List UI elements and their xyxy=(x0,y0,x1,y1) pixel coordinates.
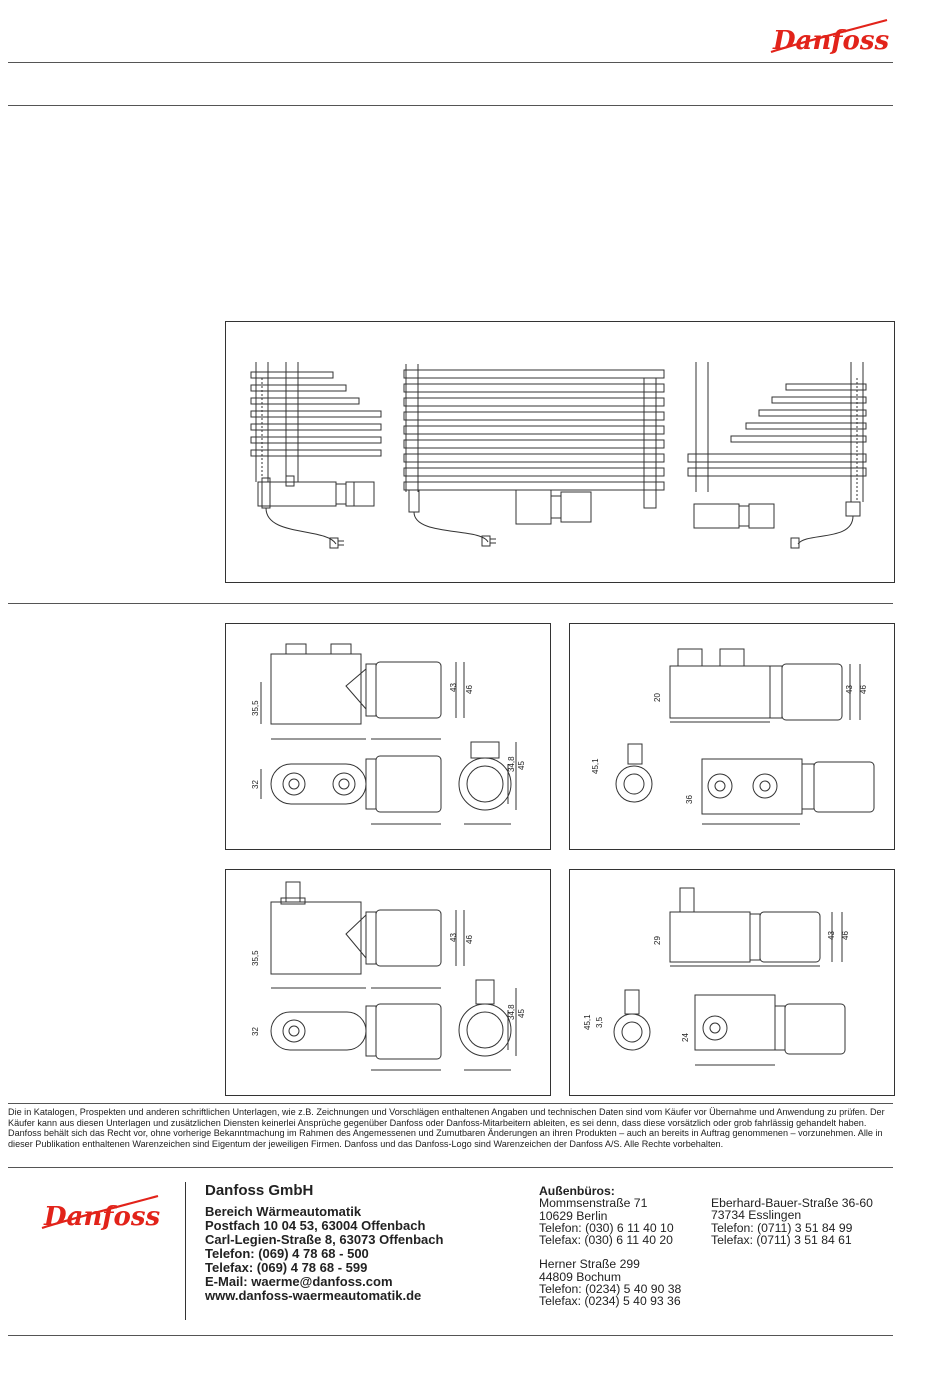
company-postbox: Postfach 10 04 53, 63004 Offenbach xyxy=(205,1218,426,1233)
footer-divider xyxy=(185,1182,186,1320)
label-43: 43 xyxy=(845,685,854,694)
company-department: Bereich Wärmeautomatik xyxy=(205,1204,362,1219)
offices-column-1 xyxy=(539,1185,704,1308)
label-43: 43 xyxy=(449,683,458,692)
label-35-5: 35,5 xyxy=(251,700,260,716)
label-34-8: 34,8 xyxy=(507,756,516,772)
dimension-drawing-4 xyxy=(569,869,895,1096)
label-29: 29 xyxy=(653,936,662,945)
header-rule-1 xyxy=(8,62,893,63)
office-esslingen-fax: Telefax: (0711) 3 51 84 61 xyxy=(711,1232,852,1247)
label-46: 46 xyxy=(465,935,474,944)
label-46: 46 xyxy=(859,685,868,694)
installation-illustration xyxy=(225,321,895,583)
label-36: 36 xyxy=(685,795,694,804)
label-43: 43 xyxy=(827,931,836,940)
label-45-1: 45,1 xyxy=(591,758,600,774)
office-bochum-street: Herner Straße 299 xyxy=(539,1257,640,1272)
office-bochum-phone: Telefon: (0234) 5 40 90 38 xyxy=(539,1282,682,1297)
label-46: 46 xyxy=(465,685,474,694)
disclaimer-rule-top xyxy=(8,1103,893,1104)
offices-heading: Außenbüros: xyxy=(539,1184,615,1198)
radiator-drawings xyxy=(226,322,894,582)
legal-disclaimer: Die in Katalogen, Prospekten und anderen schriftlichen Unterlagen, wie z.B. Zeichnungen und Vorschlägen enthaltenen Angaben und technischen Daten sind vom Käufer vor Übernahme und Anwendung zu prüfen. Der Käufer kann aus diesen Unterlagen und zusätzlichen Diensten keinerlei Ansprüche gegenüber Danfoss oder Danfoss-Mitarbeitern ableiten, es sei denn, dass diese vorsätzlich oder grob fahrlässig gehandelt haben. Danfoss behält sich das Recht vor, ohne vorherige Bekanntmachung im Rahmen des Angemessenen und Zumutbaren Änderungen an ihren Produkten – auch an bereits in Auftrag genommenen – vorzunehmen. Alle in dieser Publikation enthaltenen Warenzeichen sind Eigentum der jeweiligen Firmen. Danfoss und das Danfoss-Logo sind Warenzeichen der Danfoss A/S. Alle Rechte vorbehalten. xyxy=(8,1107,885,1149)
office-esslingen-city: 73734 Esslingen xyxy=(711,1208,802,1223)
label-32: 32 xyxy=(251,780,260,789)
label-20: 20 xyxy=(653,693,662,702)
office-berlin-phone: Telefon: (030) 6 11 40 10 xyxy=(539,1220,674,1235)
danfoss-logo xyxy=(765,14,893,60)
office-esslingen-phone: Telefon: (0711) 3 51 84 99 xyxy=(711,1220,853,1235)
label-35-5: 35,5 xyxy=(251,950,260,966)
svg-text:Danfoss: Danfoss xyxy=(44,1202,161,1232)
offices-column-2 xyxy=(711,1197,891,1246)
label-34-8: 34,8 xyxy=(507,1004,516,1020)
disclaimer-rule-bottom xyxy=(8,1167,893,1168)
office-bochum-city: 44809 Bochum xyxy=(539,1269,621,1284)
company-website: www.danfoss-waermeautomatik.de xyxy=(205,1288,422,1303)
dimension-drawing-2 xyxy=(569,623,895,850)
company-email: E-Mail: waerme@danfoss.com xyxy=(205,1274,393,1289)
label-3-5: 3,5 xyxy=(595,1016,604,1028)
office-esslingen-street: Eberhard-Bauer-Straße 36-60 xyxy=(711,1196,873,1210)
office-berlin-fax: Telefax: (030) 6 11 40 20 xyxy=(539,1233,673,1248)
section-rule xyxy=(8,603,893,604)
header-rule-2 xyxy=(8,105,893,106)
company-phone: Telefon: (069) 4 78 68 - 500 xyxy=(205,1246,369,1261)
label-43: 43 xyxy=(449,933,458,942)
office-berlin-city: 10629 Berlin xyxy=(539,1208,608,1223)
company-info xyxy=(205,1181,525,1303)
company-street: Carl-Legien-Straße 8, 63073 Offenbach xyxy=(205,1232,444,1247)
label-45: 45 xyxy=(517,1009,526,1018)
office-bochum-fax: Telefax: (0234) 5 40 93 36 xyxy=(539,1294,681,1309)
footer-rule xyxy=(8,1335,893,1336)
company-fax: Telefax: (069) 4 78 68 - 599 xyxy=(205,1260,368,1275)
label-32: 32 xyxy=(251,1027,260,1036)
label-24: 24 xyxy=(681,1033,690,1042)
dimension-drawing-3 xyxy=(225,869,551,1096)
company-name: Danfoss GmbH xyxy=(205,1182,314,1199)
label-45-1: 45,1 xyxy=(583,1014,592,1030)
label-45: 45 xyxy=(517,761,526,770)
office-berlin-street: Mommsenstraße 71 xyxy=(539,1196,648,1211)
danfoss-footer-logo xyxy=(36,1190,164,1236)
svg-text:Danfoss: Danfoss xyxy=(773,26,890,56)
label-46: 46 xyxy=(841,931,850,940)
dimension-drawing-1 xyxy=(225,623,551,850)
